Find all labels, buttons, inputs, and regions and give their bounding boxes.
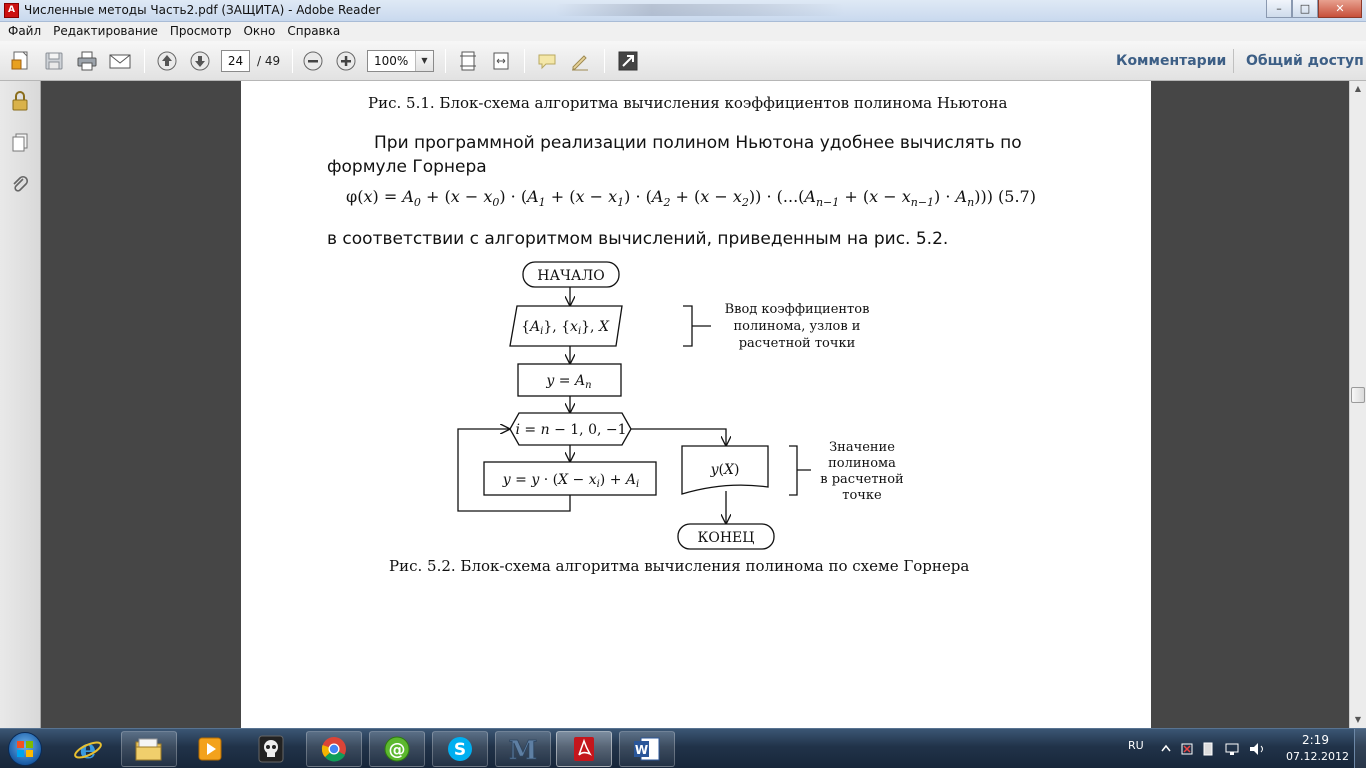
- email-icon[interactable]: [107, 48, 133, 74]
- svg-text:W: W: [634, 743, 649, 757]
- document-page: [241, 81, 1151, 728]
- svg-text:y(X): y(X): [710, 462, 740, 478]
- tray-icons[interactable]: [1158, 739, 1278, 759]
- media-player-icon[interactable]: [182, 731, 238, 767]
- volume-icon: [1250, 743, 1263, 755]
- svg-text:e: e: [79, 735, 97, 764]
- formula-5-7: $\varphi(x) = A_0 + (x - x_0) \cdot (A_1 + (x - x_1) \cdot (A_2 + (x - x_2)) \cdot (...(A_{n-1} + (x - x_{n-1}) \cdot A_n)))$ (5.7): [346, 187, 1036, 210]
- minimize-button[interactable]: –: [1266, 0, 1292, 18]
- lock-icon[interactable]: [9, 90, 31, 112]
- adobe-reader-taskbar-icon[interactable]: [556, 731, 612, 767]
- skull-app-icon[interactable]: [243, 731, 299, 767]
- sign-icon[interactable]: [567, 48, 593, 74]
- taskbar: [0, 728, 1366, 768]
- comments-button[interactable]: Комментарии: [1116, 53, 1227, 69]
- mail-agent-icon[interactable]: [369, 731, 425, 767]
- svg-text:y = y · (X − xi) + Ai: $y = y \cdot (X - x_i) + A_i$: [502, 472, 640, 490]
- show-desktop-button[interactable]: [1354, 729, 1366, 768]
- end-label: КОНЕЦ: [697, 530, 755, 546]
- scroll-down-icon[interactable]: ▼: [1354, 715, 1362, 724]
- output-note-line-1: Значение: [829, 440, 895, 455]
- print-icon[interactable]: [74, 48, 100, 74]
- fit-page-icon[interactable]: [455, 48, 481, 74]
- scrollbar-thumb[interactable]: [1351, 387, 1365, 403]
- clock-time[interactable]: 2:19: [1302, 733, 1329, 747]
- close-button[interactable]: ✕: [1318, 0, 1362, 18]
- share-button[interactable]: Общий доступ: [1246, 53, 1364, 69]
- windows-logo-icon: [8, 732, 42, 766]
- chrome-icon[interactable]: [306, 731, 362, 767]
- zoom-value: 100%: [374, 54, 409, 68]
- formula-number: (5.7): [998, 187, 1036, 206]
- save-icon[interactable]: [41, 48, 67, 74]
- adobe-reader-icon: A: [4, 3, 19, 18]
- full-screen-icon[interactable]: [615, 48, 641, 74]
- fit-width-icon[interactable]: [488, 48, 514, 74]
- zoom-out-icon[interactable]: [300, 48, 326, 74]
- svg-text:M: M: [508, 736, 538, 763]
- input-note-line-3: расчетной точки: [738, 336, 856, 351]
- zoom-select[interactable]: [367, 50, 434, 72]
- zoom-in-icon[interactable]: [333, 48, 359, 74]
- clock-date[interactable]: 07.12.2012: [1286, 750, 1349, 763]
- window-title: Численные методы Часть2.pdf (ЗАЩИТА) - Adobe Reader: [24, 3, 381, 17]
- vertical-scrollbar[interactable]: [1349, 81, 1366, 728]
- flag-icon: [1182, 744, 1192, 754]
- svg-text:y = An: $y = A_n$: [546, 373, 592, 391]
- input-note-line-2: полинома, узлов и: [733, 319, 861, 334]
- maximize-button[interactable]: □: [1292, 0, 1318, 18]
- navigation-pane: [0, 81, 41, 728]
- comment-icon[interactable]: [534, 48, 560, 74]
- word-icon[interactable]: [619, 731, 675, 767]
- explorer-folder-icon[interactable]: [121, 731, 177, 767]
- title-bar: [0, 0, 1366, 22]
- output-note-bracket: [789, 446, 811, 495]
- figure-5-1-caption: Рис. 5.1. Блок-схема алгоритма вычисления коэффициентов полинома Ньютона: [368, 94, 1008, 112]
- paragraph-line-3: в соответствии с алгоритмом вычислений, приведенным на рис. 5.2.: [327, 229, 949, 249]
- paragraph-line-1: При программной реализации полином Ньютона удобнее вычислять по: [374, 133, 1022, 153]
- show-hidden-icons-icon: [1162, 746, 1170, 751]
- next-page-icon[interactable]: [187, 48, 213, 74]
- device-icon: [1204, 743, 1212, 755]
- svg-text:{Ai}, {xi}, X: $\{A_i\}$, $\{x_i\}$, X: [521, 319, 609, 337]
- chevron-down-icon[interactable]: ▼: [415, 51, 433, 71]
- page-total: / 49: [257, 54, 281, 68]
- create-pdf-icon[interactable]: [8, 48, 34, 74]
- menu-file[interactable]: Файл: [8, 24, 42, 38]
- menu-window[interactable]: Окно: [243, 24, 276, 38]
- svg-text:@: @: [388, 740, 406, 760]
- language-indicator[interactable]: RU: [1128, 739, 1144, 752]
- pages-icon[interactable]: [9, 132, 31, 154]
- menu-edit[interactable]: Редактирование: [53, 24, 158, 38]
- input-note-line-1: Ввод коэффициентов: [724, 302, 870, 317]
- paragraph-line-2: формуле Горнера: [327, 157, 487, 177]
- output-note-line-2: полинома: [828, 456, 896, 471]
- output-note-line-4: точке: [842, 488, 882, 503]
- attachments-icon[interactable]: [9, 174, 31, 196]
- page-number-input[interactable]: 24: [221, 50, 250, 72]
- blurred-background-title: [555, 4, 845, 16]
- scroll-up-icon[interactable]: ▲: [1354, 84, 1362, 93]
- start-label: НАЧАЛО: [537, 268, 605, 284]
- network-icon: [1226, 744, 1238, 755]
- start-button[interactable]: [2, 730, 48, 768]
- menu-bar: [0, 22, 1366, 41]
- horner-flowchart: [241, 81, 1151, 561]
- skype-icon[interactable]: [432, 731, 488, 767]
- svg-text:i = n − 1, 0, −1: i = n − 1, 0, −1: [515, 422, 627, 438]
- menu-view[interactable]: Просмотр: [169, 24, 232, 38]
- mathcad-icon[interactable]: [495, 731, 551, 767]
- internet-explorer-icon[interactable]: [60, 731, 116, 767]
- svg-text:S: S: [453, 740, 467, 760]
- previous-page-icon[interactable]: [154, 48, 180, 74]
- input-note-bracket: [683, 306, 711, 346]
- figure-5-2-caption: Рис. 5.2. Блок-схема алгоритма вычисления полинома по схеме Горнера: [389, 557, 970, 575]
- menu-help[interactable]: Справка: [287, 24, 341, 38]
- output-note-line-3: в расчетной: [820, 472, 904, 487]
